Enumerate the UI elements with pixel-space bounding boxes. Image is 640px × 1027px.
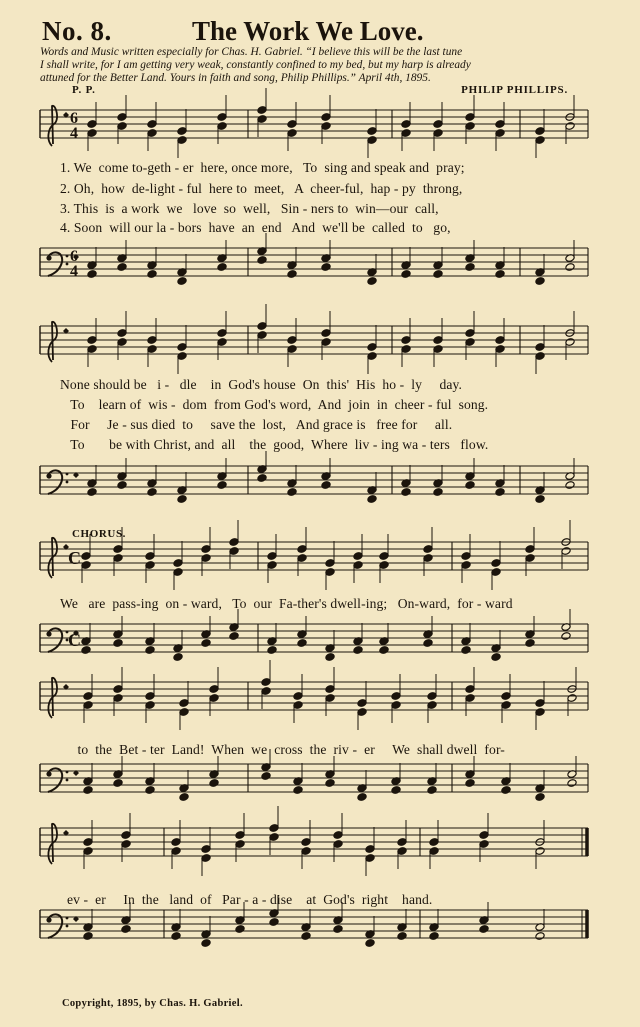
quarter-note-head — [301, 932, 311, 941]
quarter-note-head — [171, 932, 181, 941]
bass-clef-dot — [46, 473, 51, 478]
treble-clef-icon — [48, 106, 57, 146]
bass-clef-dot — [46, 917, 51, 922]
quarter-note-head — [235, 925, 245, 934]
chorus-lyric-line: ev - er In the land of Par - a - dise at God's right hand. — [60, 892, 433, 907]
time-signature-lower: 4 — [70, 263, 78, 280]
common-time-icon: C — [68, 630, 81, 650]
quarter-note-head — [397, 932, 407, 941]
quarter-note-head — [321, 263, 331, 272]
treble-clef-icon — [48, 678, 57, 718]
quarter-note-head — [87, 270, 97, 279]
quarter-note-head — [401, 488, 411, 497]
quarter-note-head — [257, 256, 267, 265]
verse-2-line: 2. Oh, how de-light - ful here to meet, A cheer-ful, hap - py throng, — [60, 181, 463, 196]
quarter-note-head — [201, 939, 211, 948]
author-initials: P. P. — [72, 84, 96, 96]
quarter-note-head — [491, 653, 501, 662]
quarter-note-head — [217, 263, 227, 272]
quarter-note-head — [357, 793, 367, 802]
common-time-icon: C — [68, 548, 81, 568]
quarter-note-head — [535, 277, 545, 286]
quarter-note-head — [145, 646, 155, 655]
copyright-notice: Copyright, 1895, by Chas. H. Gabriel. — [62, 998, 243, 1009]
quarter-note-head — [495, 270, 505, 279]
time-signature-upper: 6 — [70, 248, 78, 265]
bass-clef-dot — [46, 255, 51, 260]
quarter-note-head — [429, 932, 439, 941]
quarter-note-head — [113, 779, 123, 788]
quarter-note-head — [365, 939, 375, 948]
quarter-note-head — [353, 646, 363, 655]
half-note-head — [567, 779, 577, 788]
verse-4-line: 4. Soon will our la - bors have an end And we'll be called to go, — [60, 220, 451, 235]
verse-2-line: To learn of wis - dom from God's word, And join in cheer - ful song. — [60, 397, 489, 412]
quarter-note-head — [401, 270, 411, 279]
composer-credit: PHILIP PHILLIPS. — [461, 84, 568, 96]
quarter-note-head — [465, 481, 475, 490]
bass-clef-dot — [66, 925, 69, 928]
quarter-note-head — [465, 779, 475, 788]
note-line: Words and Music written especially for Chas. H. Gabriel. “I believe this will be the last tune — [40, 46, 463, 58]
chorus-lyric-line: We are pass-ing on - ward, To our Fa-ther's dwell-ing; On-ward, for - ward — [60, 596, 513, 611]
quarter-note-head — [391, 786, 401, 795]
quarter-note-head — [209, 779, 219, 788]
quarter-note-head — [267, 646, 277, 655]
treble-clef-icon — [48, 322, 57, 362]
quarter-note-head — [147, 270, 157, 279]
quarter-note-head — [325, 779, 335, 788]
verse-1-line: None should be i - dle in God's house On this' His ho - ly day. — [60, 377, 463, 392]
verse-4-line: To be with Christ, and all the good, Where liv - ing wa - ters flow. — [60, 437, 489, 452]
quarter-note-head — [87, 488, 97, 497]
half-note-head — [561, 632, 571, 641]
half-note-head — [535, 932, 545, 941]
quarter-note-head — [427, 786, 437, 795]
quarter-note-head — [501, 786, 511, 795]
quarter-note-head — [535, 495, 545, 504]
quarter-note-head — [177, 495, 187, 504]
bass-clef-dot — [66, 255, 69, 258]
note-line: attuned for the Better Land. Yours in faith and song, Philip Phillips.” April 4th, 1895. — [40, 72, 431, 84]
hymn-title: The Work We Love. — [192, 16, 424, 46]
half-note-head — [565, 263, 575, 272]
time-signature-lower: 4 — [70, 125, 78, 142]
chorus-lyric-line: to the Bet - ter Land! When we cross the riv - er We shall dwell for- — [60, 742, 505, 757]
bass-clef-dot — [46, 771, 51, 776]
verse-1-line: 1. We come to-geth - er here, once more, To sing and speak and pray; — [60, 160, 465, 175]
quarter-note-head — [257, 474, 267, 483]
quarter-note-head — [217, 481, 227, 490]
quarter-note-head — [535, 793, 545, 802]
quarter-note-head — [321, 481, 331, 490]
quarter-note-head — [121, 925, 131, 934]
note-line: I shall write, for I am getting very weak, constantly confined to my bed, but my harp is already — [40, 59, 471, 71]
quarter-note-head — [145, 786, 155, 795]
quarter-note-head — [287, 488, 297, 497]
quarter-note-head — [83, 932, 93, 941]
quarter-note-head — [293, 786, 303, 795]
quarter-note-head — [325, 653, 335, 662]
quarter-note-head — [465, 263, 475, 272]
bass-clef-dot — [66, 473, 69, 476]
chorus-label: CHORUS. — [72, 528, 127, 540]
quarter-note-head — [333, 925, 343, 934]
quarter-note-head — [433, 488, 443, 497]
quarter-note-head — [261, 772, 271, 781]
quarter-note-head — [201, 639, 211, 648]
bass-clef-dot — [66, 263, 69, 266]
quarter-note-head — [179, 793, 189, 802]
bass-clef-dot — [66, 481, 69, 484]
time-signature-upper: 6 — [70, 110, 78, 127]
quarter-note-head — [83, 786, 93, 795]
verse-3-line: For Je - sus died to save the lost, And grace is free for all. — [60, 417, 453, 432]
bass-clef-dot — [46, 631, 51, 636]
quarter-note-head — [495, 488, 505, 497]
quarter-note-head — [177, 277, 187, 286]
treble-clef-icon — [48, 824, 57, 864]
bass-clef-dot — [66, 771, 69, 774]
quarter-note-head — [479, 925, 489, 934]
half-note-head — [565, 481, 575, 490]
quarter-note-head — [147, 488, 157, 497]
quarter-note-head — [173, 653, 183, 662]
quarter-note-head — [117, 481, 127, 490]
quarter-note-head — [297, 639, 307, 648]
bass-clef-dot — [66, 917, 69, 920]
quarter-note-head — [81, 646, 91, 655]
quarter-note-head — [367, 277, 377, 286]
treble-clef-icon — [48, 538, 57, 578]
quarter-note-head — [229, 632, 239, 641]
quarter-note-head — [433, 270, 443, 279]
quarter-note-head — [461, 646, 471, 655]
quarter-note-head — [367, 495, 377, 504]
hymn-number: No. 8. — [42, 16, 112, 46]
quarter-note-head — [269, 918, 279, 927]
bass-clef-dot — [66, 779, 69, 782]
quarter-note-head — [525, 639, 535, 648]
quarter-note-head — [423, 639, 433, 648]
quarter-note-head — [287, 270, 297, 279]
quarter-note-head — [117, 263, 127, 272]
quarter-note-head — [113, 639, 123, 648]
verse-3-line: 3. This is a work we love so well, Sin - ners to win—our call, — [60, 201, 439, 216]
quarter-note-head — [379, 646, 389, 655]
